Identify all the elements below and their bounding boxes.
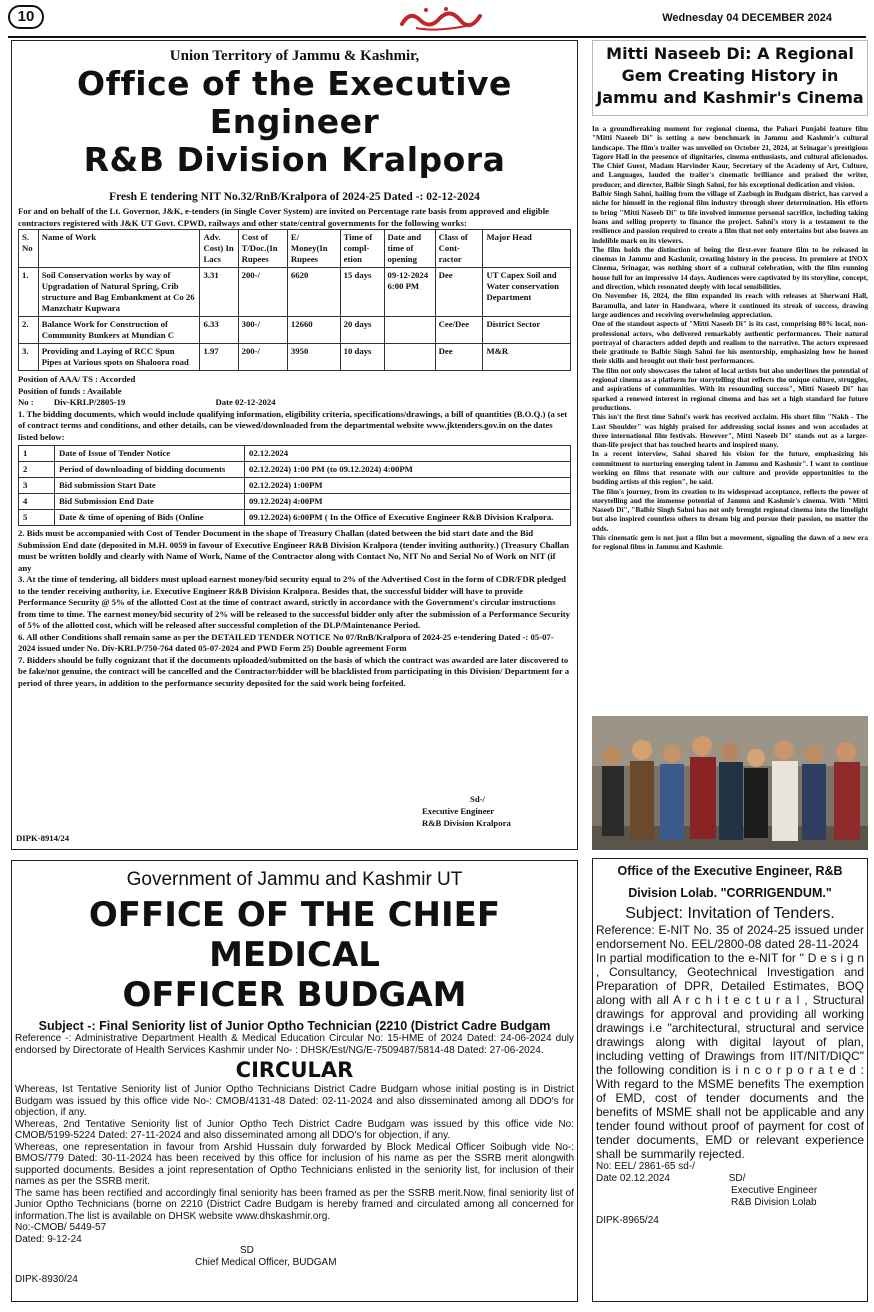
dates-cell: 3 — [19, 478, 55, 494]
works-header-cell: S. No — [19, 230, 39, 268]
dates-table — [18, 445, 571, 526]
dates-cell: Bid submission Start Date — [55, 478, 245, 494]
corrigendum-lolab — [592, 858, 868, 1302]
article-paragraph: This cinematic gem is not just a film but a movement, signaling the dawn of a new era for regional films in Jammu and Kashmir. — [592, 533, 868, 552]
cmo-paragraph: Whereas, one representation in favour from Arshid Hussain duly forwarded by Block Medical Officer Soibugh vide No-: BMOS/779 Dated: 30-11-2024 has been received by this office for inclusion of his name as per the SSRB merit alongwith supported documents. Besides a joint representation of Optho Technicians enlisted in the seniority list, for inclusion of their names as per the SSRB merit. — [15, 1141, 574, 1187]
works-cell: Cee/Dee — [435, 317, 483, 344]
article-paragraph: On November 16, 2024, the film expanded its reach with releases at Sherwani Hall, Baramulla, and later in Handwara, where it continued its streak of success, drawing large audiences and receiving overwhelming appreciation. — [592, 291, 868, 319]
article-paragraph: One of the standout aspects of "Mitti Naseeb Di" is its cast, comprising 80% local, non-professional actors, who delivered remarkably authentic performances. Their natural portrayal of characters added depth and realism to the narrative. The actors expressed their gratitude to Balbir Singh Sahni for his mentorship, emphasizing how he honed their skills and brought out their best performances. — [592, 319, 868, 366]
works-cell: 6.33 — [200, 317, 238, 344]
works-cell: 10 days — [340, 344, 384, 371]
works-cell: 20 days — [340, 317, 384, 344]
dates-cell: 09.12.2024) 6:00PM ( In the Office of Executive Engineer R&B Division Kralpora. — [245, 510, 571, 526]
cmo-subject: Subject -: Final Seniority list of Junior Optho Technician (2210 (District Cadre Budgam — [38, 1019, 551, 1033]
lolab-sd: SD/ — [728, 1173, 746, 1184]
reference-no-value: Div-KRLP/2805-19 — [53, 397, 126, 407]
works-header-cell: Adv. Cost) In Lacs — [200, 230, 238, 268]
works-header-cell: E/ Money(In Rupees — [287, 230, 340, 268]
header-rule — [8, 36, 866, 38]
article-paragraph: This isn't the first time Sahni's work has received acclaim. His short film "Nakh - The Last Shoulder" was highly praised for addressing social issues and won accolades at three international film festivals. However", Mitti Naseeb Di" stands out as a larger-than-life project that has touched hearts and inspired many. — [592, 412, 868, 450]
para-2: 2. Bids must be accompanied with Cost of Tender Document in the shape of Treasury Challan (dated between the bid start date and the Bid Submission End date (deposited in M.H. 0059 in favour of Executive Engineer R&B Division Kralpora (tender inviting authority.) (Treasury Challan must be written boldly and clearly with Name of Work, Name of the Contractor along with Contact No, NIT No and Serial No of Work on NIT (if any — [18, 528, 569, 573]
lolab-body: In partial modification to the e-NIT for " D e s i g n , Consultancy, Geotechnical Investigation and Preparation of DPR, Detailed Estimates, BOQ along with all A r c h i t e c t u r a l , Structural drawings for approval and providing all working drawings i.e "architectural, structural and service drawings along with digital layout of plan, including vetting of Drawings from IIT/NIT/DIQC" the following condition is i n c o r p o r a t e d : With regard to the MSME benefits The exemption of EMD, cost of tender documents and the benefits of MSME shall not be applicable and any tender found without proof of payment for cost of tender documents, EMD or relevant experience shall be summarily rejected. — [596, 951, 864, 1161]
works-cell: 3.31 — [200, 268, 238, 317]
lolab-title-line1: Office of the Executive Engineer, R&B — [617, 864, 843, 878]
works-header-cell: Time of compl-etion — [340, 230, 384, 268]
notice-title-line1: Office of the Executive Engineer — [77, 64, 512, 141]
works-cell: 09-12-2024 6:00 PM — [384, 268, 435, 317]
cmo-dipk: DIPK-8930/24 — [15, 1274, 78, 1285]
lolab-date: Date 02.12.2024 — [596, 1173, 670, 1184]
cmo-sd: SD — [240, 1245, 254, 1256]
works-cell: 1. — [19, 268, 39, 317]
works-row — [19, 317, 571, 344]
works-cell: 3. — [19, 344, 39, 371]
article-paragraph: In a groundbreaking moment for regional cinema, the Pahari Punjabi feature film "Mitti Naseeb Di" is setting a new benchmark in Jammu and Kashmir's cultural landscape. The film's trailer was unveiled on October 21, 2024, at Srinagar's prestigious Tagore Hall in the presence of dignitaries, cinema enthusiasts, and cultural aficionados. The Chief Guest, Madam Harvinder Kaur, Secretary of the Academy of Art, Culture, and Languages, lauded the trailer's cinematic brilliance and praised the writer, producer, and director, Balbir Singh Sahni, for his exceptional dedication and vision. — [592, 124, 868, 189]
notice-title-line2: R&B Division Kralpora — [83, 140, 506, 179]
signature-sd: Sd-/ — [470, 794, 485, 804]
lolab-subject: Subject: Invitation of Tenders. — [625, 905, 835, 922]
works-cell: 1.97 — [200, 344, 238, 371]
para-1: 1. The bidding documents, which would include qualifying information, eligibility criteria, specifications/drawings, a bill of quantities (B.O.Q.) (a set of contract terms and conditions, and other details, can be viewed/downloaded from the departmental website www.jktenders.gov.in on the dates listed below: — [18, 408, 568, 442]
signature-division: R&B Division Kralpora — [422, 818, 511, 828]
dates-cell: 02.12.2024 — [245, 446, 571, 462]
page-number: 10 — [8, 5, 44, 29]
works-cell: M&R — [483, 344, 571, 371]
lolab-dipk: DIPK-8965/24 — [596, 1215, 659, 1226]
gov-line: Government of Jammu and Kashmir UT — [126, 869, 463, 890]
dates-row — [19, 510, 571, 526]
lolab-division: R&B Division Lolab — [731, 1197, 817, 1208]
para-6: 6. All other Conditions shall remain same as per the DETAILED TENDER NOTICE No 07/RnB/Kralpora of 2024-25 e-tendering Dated -: 05-07-2024 issued under No. Div-KRLP/750-764 dated 05-07-2024 and PWD Form 25) Double agreement Form — [18, 631, 554, 653]
works-cell: 15 days — [340, 268, 384, 317]
cmo-officer: Chief Medical Officer, BUDGAM — [195, 1256, 337, 1268]
dipk-number: DIPK-8914/24 — [16, 833, 70, 843]
notice-intro: For and on behalf of the Lt. Governor, J&K, e-tenders (in Single Cover System) are invited on Percentage rate basis from approved and eligible contractors registered with J&K UT Govt. CPWD, railways and other state/central governments for the following works: — [18, 206, 550, 228]
works-header-cell: Cost of T/Doc.(In Rupees — [238, 230, 287, 268]
cmo-dated: Dated: 9-12-24 — [15, 1233, 82, 1245]
dates-cell: 4 — [19, 494, 55, 510]
newspaper-logo — [396, 4, 486, 32]
dates-cell: 5 — [19, 510, 55, 526]
works-cell: 12660 — [287, 317, 340, 344]
works-cell: Dee — [435, 268, 483, 317]
works-cell — [384, 317, 435, 344]
aaa-position: Position of AAA/ TS : Accorded — [18, 374, 136, 384]
works-cell: 300-/ — [238, 317, 287, 344]
article-headline: Mitti Naseeb Di: A Regional Gem Creating History in Jammu and Kashmir's Cinema — [592, 40, 868, 116]
works-row — [19, 268, 571, 317]
page-header — [0, 0, 874, 36]
dates-cell: 02.12.2024) 1:00PM — [245, 478, 571, 494]
cmo-paragraph: Whereas, 2nd Tentative Seniority list of Junior Optho Tech District Cadre Budgam was issued by this office vide No: CMOB/5199-5224 Dated: 27-11-2024 and also disseminated among all DDO's for objection, if any. — [15, 1118, 574, 1141]
reference-date: Date 02-12-2024 — [215, 397, 276, 407]
works-header-cell: Date and time of opening — [384, 230, 435, 268]
works-cell: 3950 — [287, 344, 340, 371]
tender-notice-kralpora — [11, 40, 578, 850]
reference-no-label: No : — [18, 397, 34, 407]
dates-cell: Date of Issue of Tender Notice — [55, 446, 245, 462]
funds-position: Position of funds : Available — [18, 385, 122, 396]
signature-block — [422, 793, 511, 829]
para-7: 7. Bidders should be fully cognizant that if the documents uploaded/submitted on the basis of which the contract was awarded are later discovered to be fake/not genuine, the contract will be cancelled and the Contractor/bidder will be blacklisted from participating in this Division/ Department for a period of three years, in addition to the performance security deposited for the said work being forfeited. — [18, 654, 570, 688]
lolab-reference: Reference: E-NIT No. 35 of 2024-25 issued under endorsement No. EEL/2800-08 dated 28-11-2024 — [596, 923, 864, 951]
cmo-title-line2: OFFICER BUDGAM — [122, 975, 467, 1015]
dates-cell: Date & time of opening of Bids (Online — [55, 510, 245, 526]
issue-date: Wednesday 04 DECEMBER 2024 — [662, 12, 832, 24]
works-cell: 2. — [19, 317, 39, 344]
para-3: 3. At the time of tendering, all bidders must upload earnest money/bid security equal to 2% of the Advertised Cost in the form of CDR/FDR pledged to the tender receiving authority, i.e. Executive Engineer R&B Division Kralpora. Besides that, the successful bidder will have to provide Performance Security @ 5% of the allotted Cost at the time of contract award, strictly in accordance with the Government's circular instructions from time to time. The earnest money/bid security of 2% will be released to the successful bidder only after the submission of a Performance Security of 5% of the allotted cost, which will be released after successful completion of the DLP/Maintenance Period. — [18, 574, 570, 630]
article-paragraph: The film holds the distinction of being the first-ever feature film to be released in cinemas in Jammu and Kashmir, creating history in the process. Its premiere at INOX Cinema, Srinagar, was nothing short of a cultural celebration, with the film running house full for an impressive 14 days. Audiences were captivated by its storyline, concept, and direction, which resonated deeply with local sensibilities. — [592, 244, 868, 292]
works-header-cell: Name of Work — [38, 230, 200, 268]
dates-row — [19, 462, 571, 478]
works-header-cell: Major Head — [483, 230, 571, 268]
lolab-sign-row — [593, 1173, 867, 1185]
works-cell: Dee — [435, 344, 483, 371]
works-header-cell: Class of Cont-ractor — [435, 230, 483, 268]
works-cell: 200-/ — [238, 268, 287, 317]
cmo-paragraphs — [12, 1084, 577, 1222]
cmo-paragraph: The same has been rectified and accordingly final seniority has been framed as per the SSRB merit.Now, final seniority list of Junior Optho Technicians (borne on 2210 (District Cadre Budgam is hereby framed and circulated among all concerned for information.The list is available on DHSK website www.dhskashmir.org. — [15, 1187, 574, 1222]
dates-cell: 02.12.2024) 1:00 PM (to 09.12.2024) 4:00PM — [245, 462, 571, 478]
works-cell: 200-/ — [238, 344, 287, 371]
dates-cell: 2 — [19, 462, 55, 478]
cmo-paragraph: Whereas, Ist Tentative Seniority list of Junior Optho Technicians District Cadre Budgam whose initial posting is in District Budgam was issued by this office vide No-: CMOB/4131-48 Dated: 02-11-2024 and also disseminated among all DDO's for objection, if any. — [15, 1084, 574, 1118]
dates-cell: 09.12.2024) 4:00PM — [245, 494, 571, 510]
works-cell: 6620 — [287, 268, 340, 317]
works-cell: UT Capex Soil and Water conservation Department — [483, 268, 571, 317]
works-row — [19, 344, 571, 371]
cmo-reference: Reference -: Administrative Department Health & Medical Education Circular No: 15-HME of 2024 Dated: 24-06-2024 duly endorsed by Directorate of Health Services Kashmir under No- : DHSK/Est/NG/E-7509487/5814-48 Dated: 27-06-2024. — [15, 1033, 574, 1056]
signature-title: Executive Engineer — [422, 806, 495, 816]
lolab-title-line2: Division Lolab. "CORRIGENDUM." — [628, 886, 832, 900]
lolab-no: No: EEL/ 2861-65 sd-/ — [596, 1161, 695, 1172]
article-paragraph: Balbir Singh Sahni, hailing from the village of Zazbugh in Budgam district, has carved a niche for himself in the regional film industry through sheer determination. His efforts to bring "Mitti Naseeb Di" to life involved immense personal sacrifice, including taking loans and selling property to finance the project. Sahni's story is a testament to the resilience and passion required to create a film that not only entertains but also leaves an indelible mark on its viewers. — [592, 189, 868, 245]
works-cell — [384, 344, 435, 371]
cmo-title-line1: OFFICE OF THE CHIEF MEDICAL — [88, 895, 501, 975]
works-cell: Soil Conservation works by way of Upgradation of Natural Spring, Crib structure and Bag Embankment at Co 26 Manzchatr Kupwara — [38, 268, 200, 317]
works-cell: Balance Work for Construction of Community Bunkers at Mundian C — [38, 317, 200, 344]
works-cell: District Sector — [483, 317, 571, 344]
nit-number: Fresh E tendering NIT No.32/RnB/Kralpora of 2024-25 Dated -: 02-12-2024 — [109, 191, 480, 203]
reference-line — [12, 397, 577, 409]
cmo-no: No:-CMOB/ 5449-57 — [15, 1222, 107, 1233]
circular-heading: CIRCULAR — [235, 1058, 354, 1082]
dates-cell: Period of downloading of bidding documents — [55, 462, 245, 478]
notice-ut-line: Union Territory of Jammu & Kashmir, — [169, 48, 420, 64]
works-cell: Providing and Laying of RCC Spun Pipes at Various spots on Shaloora road — [38, 344, 200, 371]
cmo-budgam-circular — [11, 860, 578, 1302]
dates-row — [19, 478, 571, 494]
works-table — [18, 229, 571, 371]
group-photo — [592, 716, 868, 850]
article-body — [592, 124, 868, 552]
article-paragraph: The film not only showcases the talent of local artists but also underlines the potential of regional cinema as a platform for storytelling that reflects the unique culture, struggles, and aspirations of communities. With its resounding success", Mitti Naseeb Di" has sparked a renewed interest in regional cinema and has set a high standard for future productions. — [592, 365, 868, 412]
article-paragraph: The film's journey, from its creation to its widespread acceptance, reflects the power of storytelling and the immense potential of Jammu and Kashmir's cinema. With "Mitti Naseeb Di", "Balbir Singh Sahni has not only brought regional cinema into the limelight but also inspired countless others to dream big and pursue their passion, no matter the odds. — [592, 486, 868, 533]
dates-row — [19, 446, 571, 462]
lolab-ee: Executive Engineer — [731, 1185, 818, 1196]
article-paragraph: In a recent interview, Sahni shared his vision for the future, emphasizing his commitment to nurturing emerging talent in Jammu and Kashmir". I want to continue working on films that resonate with our culture and provide opportunities to the budding artists of this region", he said. — [592, 449, 868, 487]
article-mitti-naseeb-di — [592, 40, 868, 852]
dates-cell: Bid Submission End Date — [55, 494, 245, 510]
dates-row — [19, 494, 571, 510]
dates-cell: 1 — [19, 446, 55, 462]
